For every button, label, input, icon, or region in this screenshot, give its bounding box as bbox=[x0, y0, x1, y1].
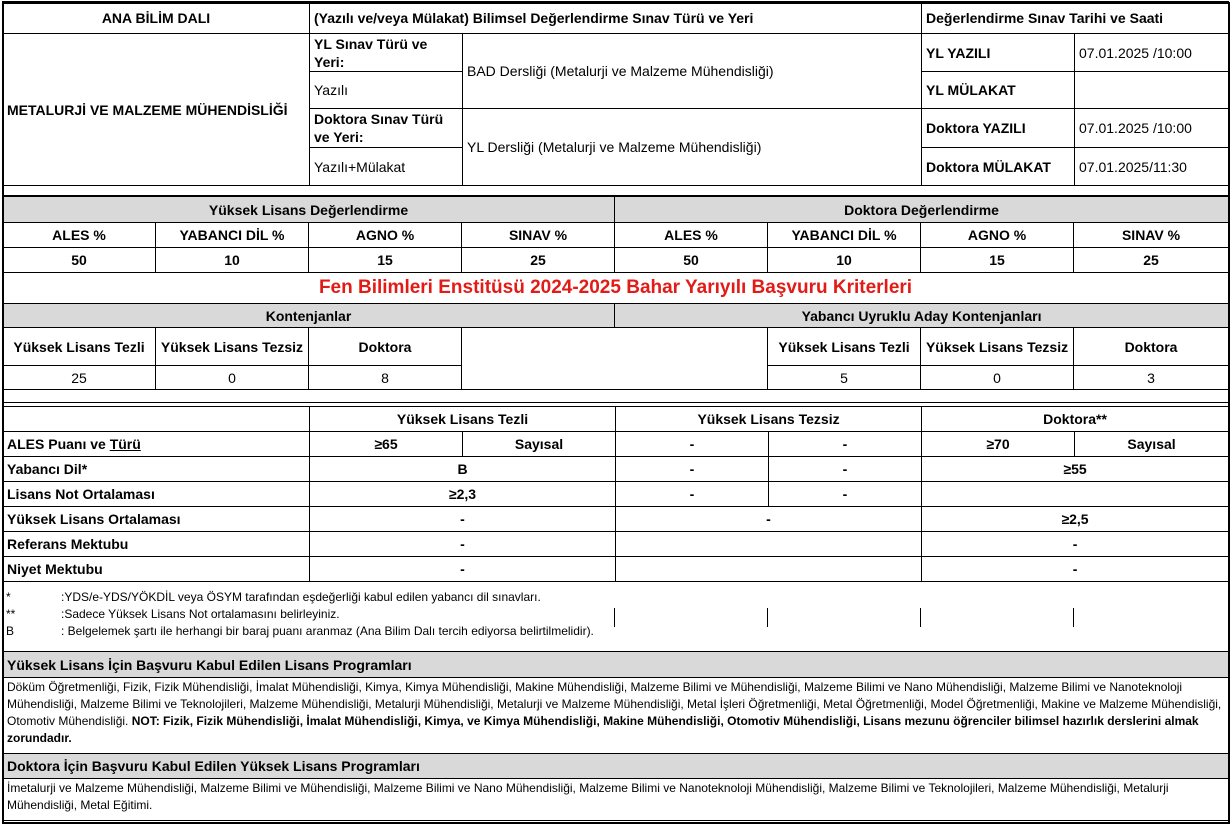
quota-blank bbox=[462, 328, 768, 390]
yl-exam-place: BAD Dersliği (Metalurji ve Malzeme Mühendisliği) bbox=[463, 34, 922, 109]
foreign-quota-value: 0 bbox=[921, 366, 1074, 390]
criteria-value: - bbox=[769, 432, 922, 457]
schedule-value: 07.01.2025/11:30 bbox=[1075, 148, 1229, 186]
evaluation-value: 15 bbox=[309, 248, 462, 273]
dr-exam-label: Doktora Sınav Türü ve Yeri: bbox=[310, 109, 463, 148]
note-mark: ** bbox=[6, 606, 16, 621]
criteria-value: - bbox=[769, 482, 922, 507]
note-tick bbox=[614, 608, 615, 627]
note-text: : Belgelemek şartı ile herhangi bir baraj puanı aranmaz (Ana Bilim Dalı tercih ediyorsa belirtilmelidir). bbox=[61, 624, 594, 638]
criteria-corner bbox=[3, 407, 310, 432]
yl-evaluation-title: Yüksek Lisans Değerlendirme bbox=[3, 197, 615, 223]
criteria-value: B bbox=[310, 457, 616, 482]
dr-programs-title: Doktora İçin Başvuru Kabul Edilen Yüksek Lisans Programları bbox=[3, 754, 1229, 779]
schedule-label: Doktora YAZILI bbox=[922, 109, 1075, 148]
lisans-not-label: Lisans Not Ortalaması bbox=[3, 482, 310, 507]
evaluation-value: 25 bbox=[1074, 248, 1229, 273]
note-tick bbox=[920, 608, 921, 627]
foreign-quota-value: 3 bbox=[1074, 366, 1229, 390]
quota-value: 0 bbox=[156, 366, 309, 390]
evaluation-table bbox=[2, 196, 1229, 403]
criteria-value: - bbox=[616, 432, 769, 457]
evaluation-value: 50 bbox=[3, 248, 156, 273]
foreign-quota-header: Yüksek Lisans Tezsiz bbox=[921, 328, 1074, 366]
criteria-sheet bbox=[1, 1, 1229, 822]
criteria-value: - bbox=[922, 532, 1229, 557]
yl-programs-text bbox=[3, 678, 1229, 754]
criteria-table bbox=[2, 406, 1229, 582]
yl-programs-list: Döküm Öğretmenliği, Fizik, Fizik Mühendisliği, İmalat Mühendisliği, Kimya, Kimya Mühendisliği, Makine Mühendisliği, Malzeme Bilimi ve Mühendisliği, Malzeme Bilimi ve Nano Mühendisliği, Malzeme Bilimi ve Nanoteknoloji Mühendisliği, Malzeme Bilimi ve Teknolojileri, Malzeme Mühendisliği, Metalurji Mühendisliği, Metalurji ve Malzeme Mühendisliği, Metal İşleri Öğretmenliği, Metal Öğretmenliği, Model Öğretmenliği, Makine ve Malzeme Mühendisliği, Otomotiv Mühendisliği. bbox=[7, 680, 1222, 728]
note-mark: * bbox=[6, 589, 11, 604]
evaluation-column: SINAV % bbox=[1074, 223, 1229, 248]
criteria-col-yl-tezsiz: Yüksek Lisans Tezsiz bbox=[616, 407, 922, 432]
criteria-value: - bbox=[616, 507, 922, 532]
yl-exam-label: YL Sınav Türü ve Yeri: bbox=[310, 34, 463, 72]
separator bbox=[3, 186, 1229, 196]
evaluation-column: ALES % bbox=[3, 223, 156, 248]
evaluation-column: AGNO % bbox=[309, 223, 462, 248]
exam-info-table bbox=[2, 1, 1229, 196]
quota-value: 25 bbox=[3, 366, 156, 390]
criteria-value: - bbox=[310, 557, 616, 582]
notes-table bbox=[2, 588, 1228, 640]
schedule-value: 07.01.2025 /10:00 bbox=[1075, 34, 1229, 72]
criteria-value: ≥2,5 bbox=[922, 507, 1229, 532]
criteria-empty bbox=[922, 482, 1229, 507]
evaluation-column: YABANCI DİL % bbox=[768, 223, 921, 248]
note-mark: B bbox=[6, 624, 15, 638]
evaluation-column: AGNO % bbox=[921, 223, 1074, 248]
schedule-value bbox=[1075, 72, 1229, 109]
dr-programs-text: İmetalurji ve Malzeme Mühendisliği, Malzeme Bilimi ve Mühendisliği, Malzeme Bilimi ve Nano Mühendisliği, Malzeme Bilimi ve Nanoteknoloji Mühendisliği, Malzeme Bilimi ve Teknolojileri, Malzeme Mühendisliği, Metalurji Mühendisliği, Metal Eğitimi. bbox=[3, 779, 1229, 821]
criteria-value: ≥70 bbox=[922, 432, 1075, 457]
criteria-value: ≥2,3 bbox=[310, 482, 616, 507]
dr-exam-type: Yazılı+Mülakat bbox=[310, 148, 463, 186]
schedule-label: Doktora MÜLAKAT bbox=[922, 148, 1075, 186]
programs-table bbox=[2, 651, 1229, 821]
criteria-empty bbox=[616, 557, 922, 582]
ales-label-text: ALES Puanı ve bbox=[7, 436, 110, 452]
criteria-value: Sayısal bbox=[463, 432, 616, 457]
department-name: METALURJİ VE MALZEME MÜHENDİSLİĞİ bbox=[3, 34, 310, 186]
evaluation-value: 10 bbox=[156, 248, 309, 273]
evaluation-value: 10 bbox=[768, 248, 921, 273]
yl-programs-note: NOT: Fizik, Fizik Mühendisliği, İmalat Mühendisliği, Kimya, ve Kimya Mühendisliği, Makine Mühendisliği, Otomotiv Mühendisliği, Lisans mezunu öğrenciler bilimsel hazırlık derslerini almak zorundadır. bbox=[7, 714, 1199, 745]
evaluation-column: YABANCI DİL % bbox=[156, 223, 309, 248]
quota-header: Yüksek Lisans Tezli bbox=[3, 328, 156, 366]
foreign-quota-header: Yüksek Lisans Tezli bbox=[768, 328, 921, 366]
foreign-quota-title: Yabancı Uyruklu Aday Kontenjanları bbox=[615, 304, 1229, 328]
yabanci-dil-label: Yabancı Dil* bbox=[3, 457, 310, 482]
quota-header: Yüksek Lisans Tezsiz bbox=[156, 328, 309, 366]
dr-exam-place: YL Dersliği (Metalurji ve Malzeme Mühendisliği) bbox=[463, 109, 922, 186]
note-text: :YDS/e-YDS/YÖKDİL veya ÖSYM tarafından eşdeğerliği kabul edilen yabancı dil sınavları. bbox=[61, 589, 541, 604]
criteria-value: - bbox=[769, 457, 922, 482]
schedule-label: YL YAZILI bbox=[922, 34, 1075, 72]
yl-exam-type: Yazılı bbox=[310, 72, 463, 109]
evaluation-column: ALES % bbox=[615, 223, 768, 248]
criteria-value: ≥65 bbox=[310, 432, 463, 457]
criteria-value: ≥55 bbox=[922, 457, 1229, 482]
yl-programs-title: Yüksek Lisans İçin Başvuru Kabul Edilen Lisans Programları bbox=[3, 652, 1229, 678]
header-tarih-saat: Değerlendirme Sınav Tarihi ve Saati bbox=[922, 2, 1229, 34]
yl-ortalama-label: Yüksek Lisans Ortalaması bbox=[3, 507, 310, 532]
foreign-quota-header: Doktora bbox=[1074, 328, 1229, 366]
criteria-col-yl-tezli: Yüksek Lisans Tezli bbox=[310, 407, 616, 432]
evaluation-value: 25 bbox=[462, 248, 615, 273]
quota-title: Kontenjanlar bbox=[3, 304, 615, 328]
criteria-value: - bbox=[616, 482, 769, 507]
schedule-value: 07.01.2025 /10:00 bbox=[1075, 109, 1229, 148]
evaluation-value: 50 bbox=[615, 248, 768, 273]
note-tick bbox=[1073, 608, 1074, 627]
page-title: Fen Bilimleri Enstitüsü 2024-2025 Bahar Yarıyılı Başvuru Kriterleri bbox=[3, 273, 1229, 304]
criteria-value: - bbox=[310, 507, 616, 532]
schedule-label: YL MÜLAKAT bbox=[922, 72, 1075, 109]
foreign-quota-value: 5 bbox=[768, 366, 921, 390]
quota-value: 8 bbox=[309, 366, 462, 390]
criteria-col-doktora: Doktora** bbox=[922, 407, 1229, 432]
criteria-empty bbox=[616, 532, 922, 557]
criteria-value: - bbox=[922, 557, 1229, 582]
ales-label-underlined: Türü bbox=[109, 436, 141, 452]
evaluation-column: SINAV % bbox=[462, 223, 615, 248]
criteria-value: Sayısal bbox=[1075, 432, 1229, 457]
evaluation-value: 15 bbox=[921, 248, 1074, 273]
separator bbox=[3, 390, 1229, 403]
note-text: :Sadece Yüksek Lisans Not ortalamasını belirleyiniz. bbox=[61, 606, 340, 621]
dr-evaluation-title: Doktora Değerlendirme bbox=[615, 197, 1229, 223]
criteria-value: - bbox=[310, 532, 616, 557]
note-tick bbox=[767, 608, 768, 627]
header-sinav-turu-yeri: (Yazılı ve/veya Mülakat) Bilimsel Değerlendirme Sınav Türü ve Yeri bbox=[310, 2, 922, 34]
header-ana-bilim-dali: ANA BİLİM DALI bbox=[3, 2, 310, 34]
quota-header: Doktora bbox=[309, 328, 462, 366]
criteria-value: - bbox=[616, 457, 769, 482]
niyet-label: Niyet Mektubu bbox=[3, 557, 310, 582]
referans-label: Referans Mektubu bbox=[3, 532, 310, 557]
ales-label bbox=[3, 432, 310, 457]
